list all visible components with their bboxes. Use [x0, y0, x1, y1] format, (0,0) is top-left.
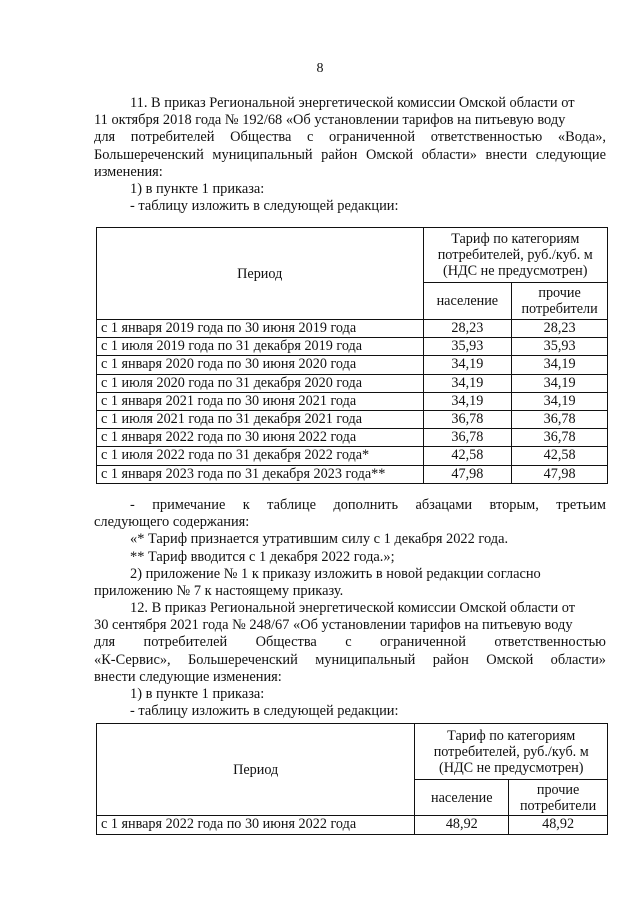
table-row	[97, 374, 608, 392]
table-row	[97, 392, 608, 410]
table-cell-other: 47,98	[512, 465, 608, 483]
table-1-body	[97, 320, 608, 484]
tariff-table-2	[96, 723, 608, 835]
section-11-line-5: изменения:	[94, 163, 163, 180]
table-cell-population: 34,19	[423, 374, 512, 392]
table-row	[97, 411, 608, 429]
table-cell-period: с 1 июля 2019 года по 31 декабря 2019 года	[97, 338, 424, 356]
table-cell-period: с 1 июля 2021 года по 31 декабря 2021 года	[97, 411, 424, 429]
table-2-body	[97, 816, 608, 835]
table-2-header-period: Период	[97, 724, 415, 816]
table-cell-period: с 1 января 2022 года по 30 июня 2022 года	[97, 816, 415, 835]
note-word: таблице	[267, 497, 316, 513]
table-cell-population: 36,78	[423, 429, 512, 447]
table-row	[97, 429, 608, 447]
table-2-header-population: население	[415, 780, 509, 816]
table-cell-population: 28,23	[423, 320, 512, 338]
section-12-word: потребителей	[143, 634, 228, 651]
section-12-word: для	[94, 634, 116, 651]
table-cell-period: с 1 января 2021 года по 30 июня 2021 года	[97, 392, 424, 410]
table-cell-other: 34,19	[512, 356, 608, 374]
section-12-line-2: 30 сентября 2021 года № 248/67 «Об установлении тарифов на питьевую воду	[94, 617, 573, 634]
note-line-2: следующего содержания:	[94, 514, 250, 531]
section-12-word: ограниченной	[379, 634, 466, 651]
table-cell-period: с 1 июля 2020 года по 31 декабря 2020 года	[97, 374, 424, 392]
item-2-line-2: приложению № 7 к настоящему приказу.	[94, 583, 344, 600]
table-cell-population: 47,98	[423, 465, 512, 483]
section-12-item-1: 1) в пункте 1 приказа:	[130, 686, 265, 703]
note-word: абзацами	[415, 497, 473, 513]
table-cell-population: 34,19	[423, 356, 512, 374]
table-1-header-other: прочие потребители	[512, 283, 608, 320]
table-cell-period: с 1 июля 2022 года по 31 декабря 2022 года*	[97, 447, 424, 465]
section-11-line-1: 11. В приказ Региональной энергетической комиссии Омской области от	[130, 95, 575, 111]
table-cell-population: 48,92	[415, 816, 509, 835]
section-12-line-1: 12. В приказ Региональной энергетической комиссии Омской области от	[130, 600, 576, 616]
section-12-item-1-sub: - таблицу изложить в следующей редакции:	[130, 703, 399, 720]
section-11-item-1-sub: - таблицу изложить в следующей редакции:	[130, 198, 399, 215]
table-cell-other: 42,58	[512, 447, 608, 465]
note-star-2: ** Тариф вводится с 1 декабря 2022 года.»;	[130, 548, 395, 565]
section-12-line-5: внести следующие изменения:	[94, 668, 282, 685]
note-word: к	[242, 497, 250, 513]
table-2-header-other: прочие потребители	[509, 780, 608, 816]
table-row	[97, 447, 608, 465]
table-cell-other: 36,78	[512, 429, 608, 447]
note-line-1	[94, 497, 606, 514]
table-1-header-period: Период	[97, 228, 424, 320]
table-cell-population: 36,78	[423, 411, 512, 429]
section-12	[94, 600, 606, 720]
section-12-line-4: «К-Сервис», Большереченский муниципальный район Омской области»	[94, 651, 606, 668]
table-cell-period: с 1 января 2022 года по 30 июня 2022 года	[97, 429, 424, 447]
note-word: примечание	[152, 497, 226, 513]
note-star-1: «* Тариф признается утратившим силу с 1 декабря 2022 года.	[130, 531, 509, 548]
table-note	[94, 497, 606, 600]
table-row	[97, 356, 608, 374]
section-12-word: ответственностью	[494, 634, 606, 651]
note-word: третьим	[556, 497, 606, 513]
table-1-header-population: население	[423, 283, 512, 320]
section-12-word: Общества	[255, 634, 317, 651]
table-cell-period: с 1 января 2019 года по 30 июня 2019 года	[97, 320, 424, 338]
table-cell-other: 36,78	[512, 411, 608, 429]
note-word: вторым,	[489, 497, 539, 513]
table-cell-other: 28,23	[512, 320, 608, 338]
section-11-item-1: 1) в пункте 1 приказа:	[130, 181, 265, 198]
note-word: -	[130, 497, 135, 513]
table-2-header-tariff: Тариф по категориям потребителей, руб./куб. м (НДС не предусмотрен)	[415, 724, 608, 780]
table-cell-period: с 1 января 2023 года по 31 декабря 2023 года**	[97, 465, 424, 483]
section-11-line-3: для потребителей Общества с ограниченной ответственностью «Вода»,	[94, 129, 606, 146]
tariff-table-1	[96, 227, 608, 484]
table-cell-other: 34,19	[512, 392, 608, 410]
table-cell-population: 34,19	[423, 392, 512, 410]
section-12-line-3	[94, 634, 606, 651]
table-1-header-tariff: Тариф по категориям потребителей, руб./куб. м (НДС не предусмотрен)	[423, 228, 608, 283]
table-cell-other: 35,93	[512, 338, 608, 356]
table-cell-population: 42,58	[423, 447, 512, 465]
table-cell-other: 34,19	[512, 374, 608, 392]
item-2-line-1: 2) приложение № 1 к приказу изложить в новой редакции согласно	[130, 565, 541, 582]
table-row	[97, 338, 608, 356]
table-cell-population: 35,93	[423, 338, 512, 356]
table-cell-other: 48,92	[509, 816, 608, 835]
table-row	[97, 816, 608, 835]
table-row	[97, 465, 608, 483]
section-12-word: с	[345, 634, 352, 651]
page-number: 8	[316, 61, 324, 76]
section-11-line-2: 11 октября 2018 года № 192/68 «Об установлении тарифов на питьевую воду	[94, 112, 566, 129]
section-11	[94, 95, 606, 215]
note-word: дополнить	[333, 497, 399, 513]
section-11-line-4: Большереченский муниципальный район Омской области» внести следующие	[94, 146, 606, 163]
table-cell-period: с 1 января 2020 года по 30 июня 2020 года	[97, 356, 424, 374]
table-row	[97, 320, 608, 338]
